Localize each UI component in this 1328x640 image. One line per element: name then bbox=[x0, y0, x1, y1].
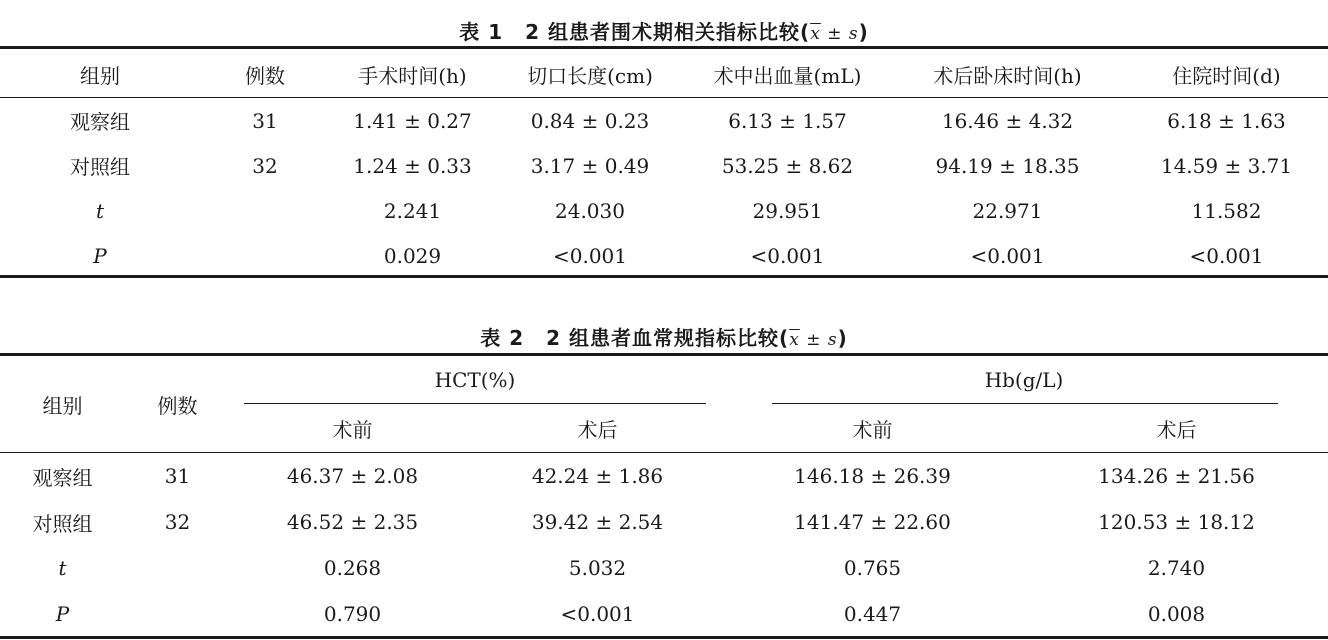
table1-body bbox=[0, 98, 1328, 278]
table1-cell: 53.25 ± 8.62 bbox=[721, 153, 854, 178]
hb-group-rule bbox=[772, 403, 1278, 404]
table1-cell: <0.001 bbox=[552, 243, 627, 268]
table1-header: 术中出血量(mL) bbox=[713, 63, 862, 88]
table2-group-header-row bbox=[0, 356, 1328, 403]
table1-header-row bbox=[0, 50, 1328, 98]
table2-header-hb: Hb(g/L) bbox=[984, 367, 1064, 392]
table1-header: 手术时间(h) bbox=[358, 63, 467, 88]
table1-cell: 6.13 ± 1.57 bbox=[728, 108, 847, 133]
table2-caption-text: 2 组患者血常规指标比较( bbox=[546, 326, 790, 350]
table1-cell: 11.582 bbox=[1191, 198, 1262, 223]
table2-cell: 0.790 bbox=[323, 602, 382, 626]
table1-cell: 观察组 bbox=[70, 110, 130, 134]
hct-group-rule bbox=[244, 403, 706, 404]
table2-header-count: 例数 bbox=[157, 394, 198, 418]
table1-cell: <0.001 bbox=[1189, 243, 1264, 268]
table2-cell: 31 bbox=[164, 464, 191, 488]
table1-cell: 32 bbox=[252, 153, 278, 178]
table1-cell: 24.030 bbox=[555, 198, 625, 223]
table2-cell: 120.53 ± 18.12 bbox=[1098, 510, 1255, 534]
table1-cell: 16.46 ± 4.32 bbox=[941, 108, 1074, 133]
table2-cell: 32 bbox=[164, 510, 191, 534]
table1-cell bbox=[200, 233, 330, 278]
table-row bbox=[0, 591, 1328, 637]
table2-cell: 146.18 ± 26.39 bbox=[794, 464, 951, 488]
table1-header: 切口长度(cm) bbox=[527, 63, 653, 88]
table1-cell: 1.24 ± 0.33 bbox=[353, 153, 472, 178]
table2-cell: 134.26 ± 21.56 bbox=[1098, 464, 1255, 488]
table-row bbox=[0, 98, 1328, 143]
table2-cell: 2.740 bbox=[1147, 556, 1206, 580]
table-row bbox=[0, 233, 1328, 278]
table1-header: 住院时间(d) bbox=[1172, 63, 1281, 88]
table1-cell: 0.84 ± 0.23 bbox=[530, 108, 650, 133]
table1-cell: 22.971 bbox=[972, 198, 1043, 223]
table2-cell: 141.47 ± 22.60 bbox=[794, 510, 951, 534]
table2-cell: 0.008 bbox=[1147, 602, 1206, 626]
table-row bbox=[0, 499, 1328, 545]
table2-cell: P bbox=[55, 602, 70, 626]
table1-cell bbox=[200, 188, 330, 233]
table2-cell: 0.765 bbox=[843, 556, 902, 580]
table1-caption-stat: $\overline{x} \pm s$ bbox=[810, 24, 859, 44]
table1-header: 术后卧床时间(h) bbox=[933, 63, 1082, 88]
table1-cell: 0.029 bbox=[383, 243, 442, 268]
table1-caption-text: 2 组患者围术期相关指标比较( bbox=[525, 20, 811, 44]
table2-cell bbox=[125, 545, 230, 591]
table1-header: 例数 bbox=[245, 63, 285, 88]
table2-header-group: 组别 bbox=[42, 394, 83, 418]
table2-cell: 46.52 ± 2.35 bbox=[286, 510, 419, 534]
table2-sub-header: 术前 bbox=[852, 417, 893, 442]
table1-cell: <0.001 bbox=[970, 243, 1045, 268]
table1-cell: 对照组 bbox=[70, 155, 130, 179]
table1-cell: P bbox=[93, 243, 107, 268]
table2-sub-header: 术后 bbox=[1156, 417, 1197, 442]
table2-bottom-rule bbox=[0, 636, 1328, 639]
table1-caption-number: 表 1 bbox=[459, 20, 504, 44]
table2-cell: 对照组 bbox=[32, 511, 93, 536]
table2-cell: 42.24 ± 1.86 bbox=[531, 464, 664, 488]
table-row bbox=[0, 453, 1328, 499]
table1-cell: 14.59 ± 3.71 bbox=[1160, 153, 1293, 178]
table2-cell: 5.032 bbox=[568, 556, 627, 580]
table2-caption-number: 表 2 bbox=[480, 326, 525, 350]
table2-cell bbox=[125, 591, 230, 637]
table1-cell: 1.41 ± 0.27 bbox=[353, 108, 472, 133]
table2-cell: t bbox=[58, 556, 67, 580]
table1-cell: <0.001 bbox=[750, 243, 825, 268]
table2-caption: 表 2 2 组患者血常规指标比较$(\overline{x} \pm s)$ bbox=[480, 326, 848, 350]
table-row bbox=[0, 188, 1328, 233]
table1-cell: 3.17 ± 0.49 bbox=[530, 153, 650, 178]
table2-cell: 39.42 ± 2.54 bbox=[531, 510, 664, 534]
table1-top-rule bbox=[0, 46, 1328, 49]
table1-cell: 94.19 ± 18.35 bbox=[935, 153, 1080, 178]
table1-cell: 2.241 bbox=[383, 198, 442, 223]
table1-cell: t bbox=[95, 198, 105, 223]
table2-header-hct: HCT(%) bbox=[434, 367, 516, 392]
table2-cell: <0.001 bbox=[560, 602, 635, 626]
table2-caption-stat: $\overline{x} \pm s$ bbox=[789, 330, 838, 350]
table1 bbox=[0, 50, 1328, 98]
table2-sub-header: 术后 bbox=[577, 417, 618, 442]
table1-bottom-rule bbox=[0, 275, 1328, 278]
table2-cell: 46.37 ± 2.08 bbox=[286, 464, 419, 488]
table1-cell: 31 bbox=[252, 108, 278, 133]
table1-cell: 29.951 bbox=[752, 198, 823, 223]
table2-cell: 0.447 bbox=[843, 602, 902, 626]
table2-sub-header: 术前 bbox=[332, 417, 373, 442]
table2-header bbox=[0, 356, 1328, 453]
table2-cell: 0.268 bbox=[323, 556, 382, 580]
table1-cell: 6.18 ± 1.63 bbox=[1167, 108, 1286, 133]
table1-header: 组别 bbox=[80, 63, 120, 88]
table2-body bbox=[0, 453, 1328, 637]
table1-caption: 表 1 2 组患者围术期相关指标比较$(\overline{x} \pm s)$ bbox=[459, 20, 869, 44]
table-row bbox=[0, 545, 1328, 591]
table2-cell: 观察组 bbox=[32, 465, 93, 490]
table-row bbox=[0, 143, 1328, 188]
